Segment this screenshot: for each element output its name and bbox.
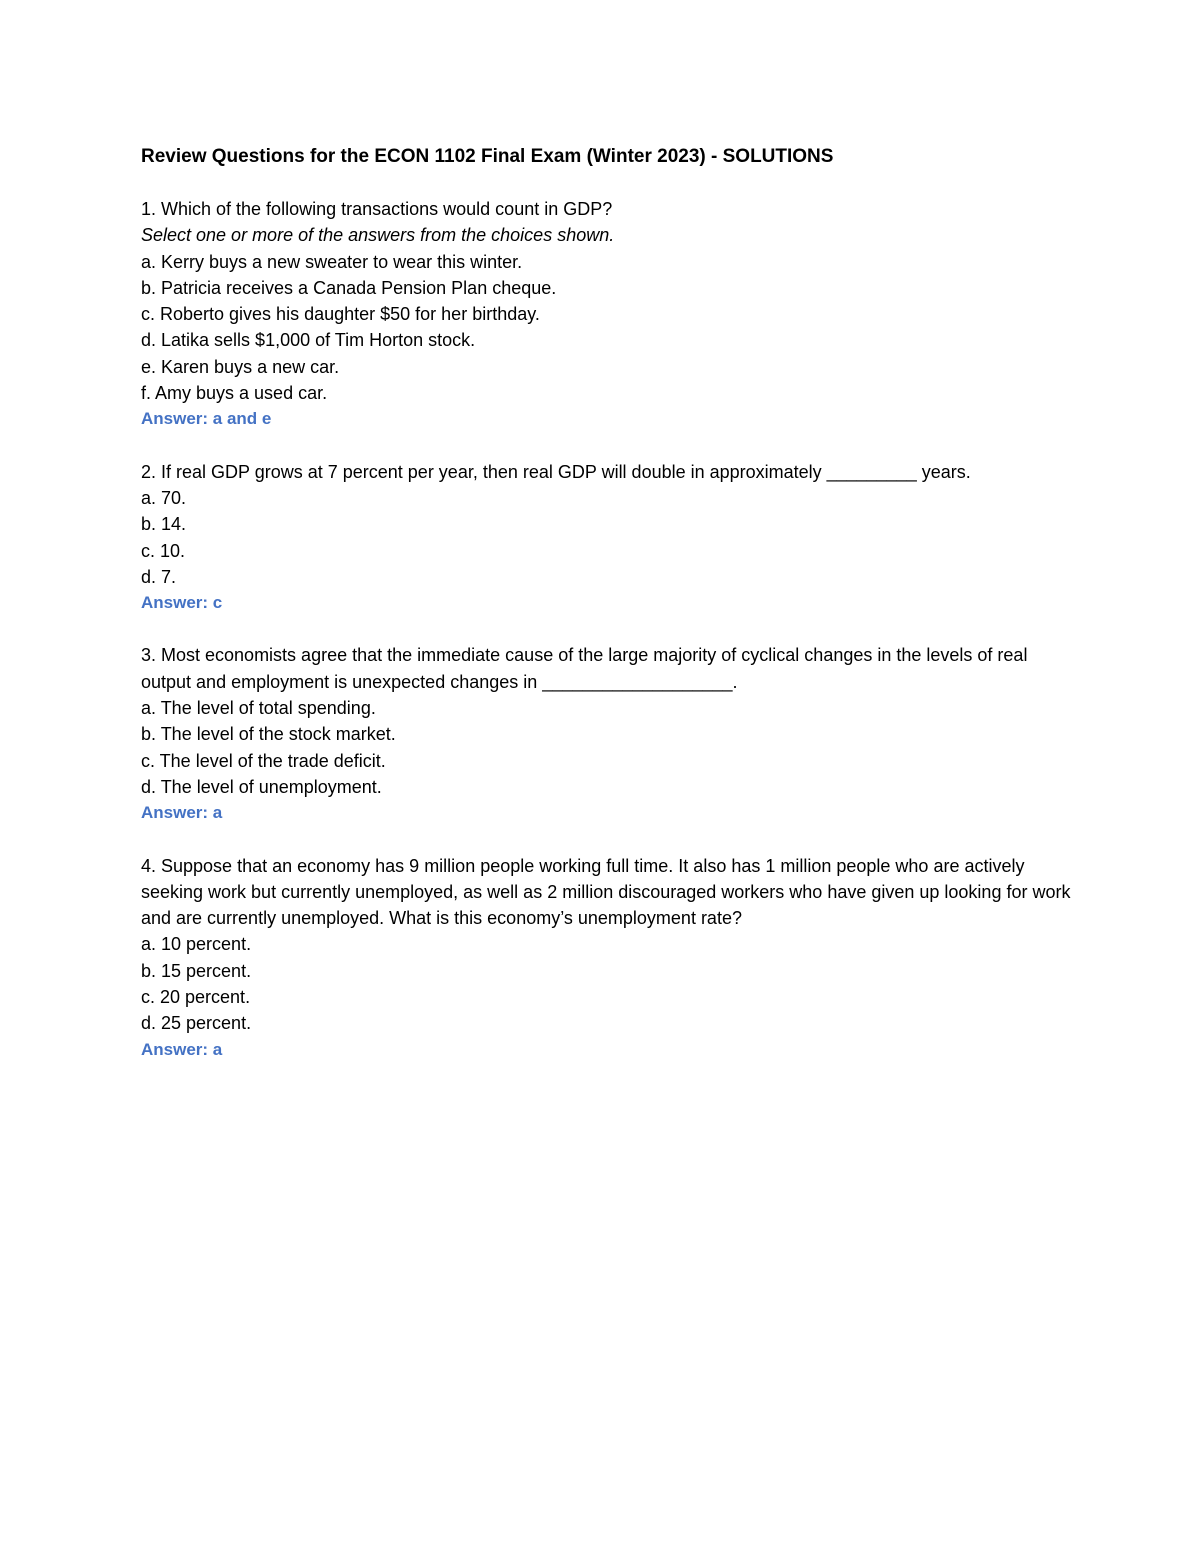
answer-key: Answer: a and e [141,409,272,429]
answer-option: b. 14. [141,514,187,535]
answer-option: f. Amy buys a used car. [141,383,328,404]
question-3 [141,642,1071,826]
answer-key: Answer: a [141,803,223,823]
question-2 [141,459,1071,617]
answer-option: c. The level of the trade deficit. [141,750,386,771]
question-stem: 3. Most economists agree that the immediate cause of the large majority of cyclical changes in the levels of real output and employment is unexpected changes in ___________________. [141,645,1028,692]
answer-key: Answer: c [141,593,223,613]
question-stem: 2. If real GDP grows at 7 percent per year, then real GDP will double in approximately _________ years. [141,461,971,482]
answer-option: a. 10 percent. [141,934,252,955]
question-4 [141,853,1071,1063]
answer-option: a. Kerry buys a new sweater to wear this winter. [141,251,523,272]
answer-option: b. 15 percent. [141,960,252,981]
answer-option: a. 70. [141,487,187,508]
answer-option: c. Roberto gives his daughter $50 for her birthday. [141,304,540,325]
answer-option: c. 20 percent. [141,987,251,1008]
answer-option: a. The level of total spending. [141,698,376,719]
document-page [141,142,1071,1089]
question-instruction: Select one or more of the answers from the choices shown. [141,225,615,246]
answer-option: b. Patricia receives a Canada Pension Plan cheque. [141,277,557,298]
answer-key: Answer: a [141,1039,223,1059]
answer-option: c. 10. [141,540,186,561]
answer-option: d. 25 percent. [141,1013,252,1034]
answer-option: d. The level of unemployment. [141,776,382,797]
question-1 [141,196,1071,433]
question-stem: 1. Which of the following transactions would count in GDP? [141,199,613,219]
question-stem: 4. Suppose that an economy has 9 million people working full time. It also has 1 million people who are actively seeking work but currently unemployed, as well as 2 million discouraged workers who have given up looking for work and are currently unemployed. What is this economy’s unemployment rate? [141,855,1071,929]
answer-option: e. Karen buys a new car. [141,356,340,377]
answer-option: b. The level of the stock market. [141,724,396,745]
answer-option: d. Latika sells $1,000 of Tim Horton stock. [141,330,476,351]
document-title: Review Questions for the ECON 1102 Final Exam (Winter 2023) - SOLUTIONS [141,146,834,167]
answer-option: d. 7. [141,566,177,587]
